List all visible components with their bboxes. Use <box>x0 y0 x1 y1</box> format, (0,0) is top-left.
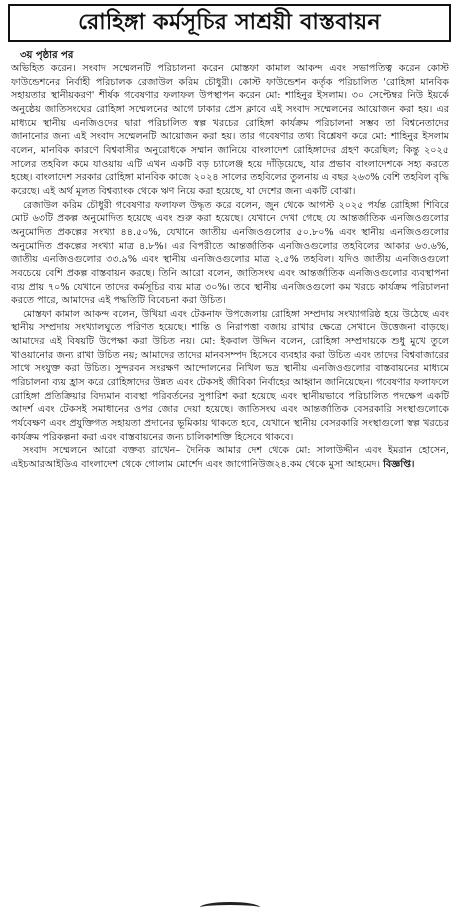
article-body <box>11 62 449 900</box>
paragraph-1: অভিহিত করেন। সংবাদ সম্মেলনটি পরিচালনা করেন মোস্তফা কামাল আকন্দ এবং সভাপতিত্ব করেন কোস্ট ফাউন্ডেশনের নির্বাহী পরিচালক রেজাউল করিম চৌধুরী। কোস্ট ফাউন্ডেশন কর্তৃক পরিচালিত 'রোহিঙ্গা মানবিক সহায়তার স্থানীয়করণ' শীর্ষক গবেষণার ফলাফল উপস্থাপন করেন মো: শাহিনুর ইসলাম। ৩০ সেপ্টেম্বর নিউ ইয়র্কে অনুষ্ঠেয় জাতিসংঘের রোহিঙ্গা সম্মেলনের আগে ঢাকার প্রেস ক্লাবে এই সংবাদ সম্মেলনের আয়োজন করা হয়। এর মাধ্যমে স্থানীয় এনজিওদের দ্বারা পরিচালিত স্বল্প খরচের রোহিঙ্গা কার্যক্রম পরিচালনা সম্ভব তা বিশ্বনেতাদের জানানোর জন্য এই সংবাদ সম্মেলনটি আয়োজন করা হয়। তার গবেষণার তথ্য বিশ্লেষণ করে মো: শাহিনুর ইসলাম বলেন, মানবিক কারণে বিশ্ববাসীর অনুরোধকে সম্মান জানিয়ে বাংলাদেশ রোহিঙ্গাদের গ্রহণ করেছিল; কিন্তু ২০২৫ সালের তহবিল কমে যাওয়ায় এটি এখন একটি বড় চ্যালেঞ্জ হয়ে দাঁড়িয়েছে, যার প্রভাব বাংলাদেশকে সহ্য করতে হচ্ছে। বাংলাদেশ সরকার রোহিঙ্গা মানবিক কাজে ২০২৪ সালের তহবিলের তুলনায় এ বছর ২৬৩% বেশি তহবিল বৃদ্ধি করেছে। এই অর্থ মূলত বিশ্বব্যাংক থেকে ঋণ নিয়ে করা হয়েছে, যা দেশের জন্য একটি বোঝা। <box>11 63 449 197</box>
paragraph-3: মোস্তফা কামাল আকন্দ বলেন, উখিয়া এবং টেকনাফ উপজেলায় রোহিঙ্গা সম্প্রদায় সংখ্যাগরিষ্ঠ হয়ে উঠেছে এবং স্থানীয় সম্প্রদায় সংখ্যালঘুতে পরিণত হয়েছে। শান্তি ও নিরাপত্তা বজায় রাখার ক্ষেত্রে সেখানে উত্তেজনা বাড়ছে। আমাদের এই বিষয়টি উপেক্ষা করা উচিত নয়। মো: ইকবাল উদ্দিন বলেন, রোহিঙ্গা সম্প্রদায়কে শুধু মুখে তুলে খাওয়ানোর জন্য রাখা উচিত নয়; আমাদের তাদের মানবসম্পদ হিসেবে ব্যবহার করা উচিত এবং তাদের বিশ্ববাজারের সাথে সংযুক্ত করা উচিত। সুন্দরবন সংরক্ষণ আন্দোলনের নিখিল ভদ্র স্থানীয় এনজিওগুলোর বাস্তবায়নের মাধ্যমে পরিচালনা ব্যয় হ্রাস করে রোহিঙ্গাদের উন্নত এবং টেকসই জীবিকা নির্বাহের আহ্বান জানিয়েছেন। গবেষণার ফলাফলে রোহিঙ্গা প্রতিক্রিয়ার বিদ্যমান ব্যবস্থা পরিবর্তনের সুপারিশ করা হয়েছে এবং স্থানীয়ভাবে পরিচালিত পদক্ষেপ একটি আদর্শ এবং টেকসই সমাধানের ওপর জোর দেয়া হয়েছে। জাতিসংঘ এবং আন্তর্জাতিক বেসরকারি সংস্থাগুলোকে পর্যবেক্ষণ এবং প্রযুক্তিগত সহায়তা প্রদানের ভূমিকায় থাকতে হবে, যেখানে স্থানীয় বেসরকারি সংস্থাগুলো স্বল্প খরচের কার্যক্রম পরিকল্পনা করা এবং বাস্তবায়নের জন্য চালিকাশক্তি হিসেবে থাকবে। <box>11 308 449 443</box>
continued-from-label: ৩য় পৃষ্ঠার পর <box>20 50 74 61</box>
article-headline: রোহিঙ্গা কর্মসূচির সাশ্রয়ী বাস্তবায়ন <box>8 4 451 42</box>
paragraph-2: রেজাউল করিম চৌধুরী গবেষণার ফলাফল উদ্ধৃত করে বলেন, জুন থেকে আগস্ট ২০২৫ পর্যন্ত রোহিঙ্গা শিবিরে মোট ৬৩টি প্রকল্প অনুমোদিত হয়েছে এবং শুরু করা হয়েছে। যেখানে দেখা গেছে যে আন্তর্জাতিক এনজিওগুলোর অনুমোদিত প্রকল্পের সংখ্যা ৪৪.৫০%, যেখানে জাতীয় এনজিওগুলোর ৫০.৮০% এবং স্থানীয় এনজিওগুলোর অনুমোদিত প্রকল্পের সংখ্যা মাত্র ৪.৮%। এর বিপরীতে আন্তর্জাতিক এনজিওগুলোর তহবিলের আকার ৬৩.৬%, জাতীয় এনজিওগুলোর ৩৩.৯% এবং স্থানীয় এনজিওগুলোর মাত্র ২.৫% তহবিল। যদিও জাতীয় এনজিওগুলো সবচেয়ে বেশি প্রকল্প বাস্তবায়ন করছে। তিনি আরো বলেন, জাতিসংঘ এবং আন্তর্জাতিক এনজিওগুলোর ব্যবস্থাপনা ব্যয় প্রায় ৭০% যেখানে তাদের কর্মসূচির ব্যয় মাত্র ৩০%। তবে স্থানীয় এনজিওগুলো কম খরচে কার্যক্রম পরিচালনা করতে পারে, আমাদের এই পদ্ধতিটি বিবেচনা করা উচিত। <box>11 199 449 307</box>
source-tag: বিজ্ঞপ্তি। <box>383 459 415 471</box>
page-edge-decoration <box>200 902 260 913</box>
paragraph-closing <box>11 444 449 471</box>
closing-text: সংবাদ সম্মেলনে আরো বক্তব্য রাখেন– দৈনিক আমার দেশ থেকে মো: সালাউদ্দীন এবং ইমরান হোসেন, এইচআরআইডিএ বাংলাদেশ থেকে গোলাম মোর্শেদ এবং জাগোনিউজ২৪.কম থেকে মুসা আহমেদ। <box>11 445 449 471</box>
